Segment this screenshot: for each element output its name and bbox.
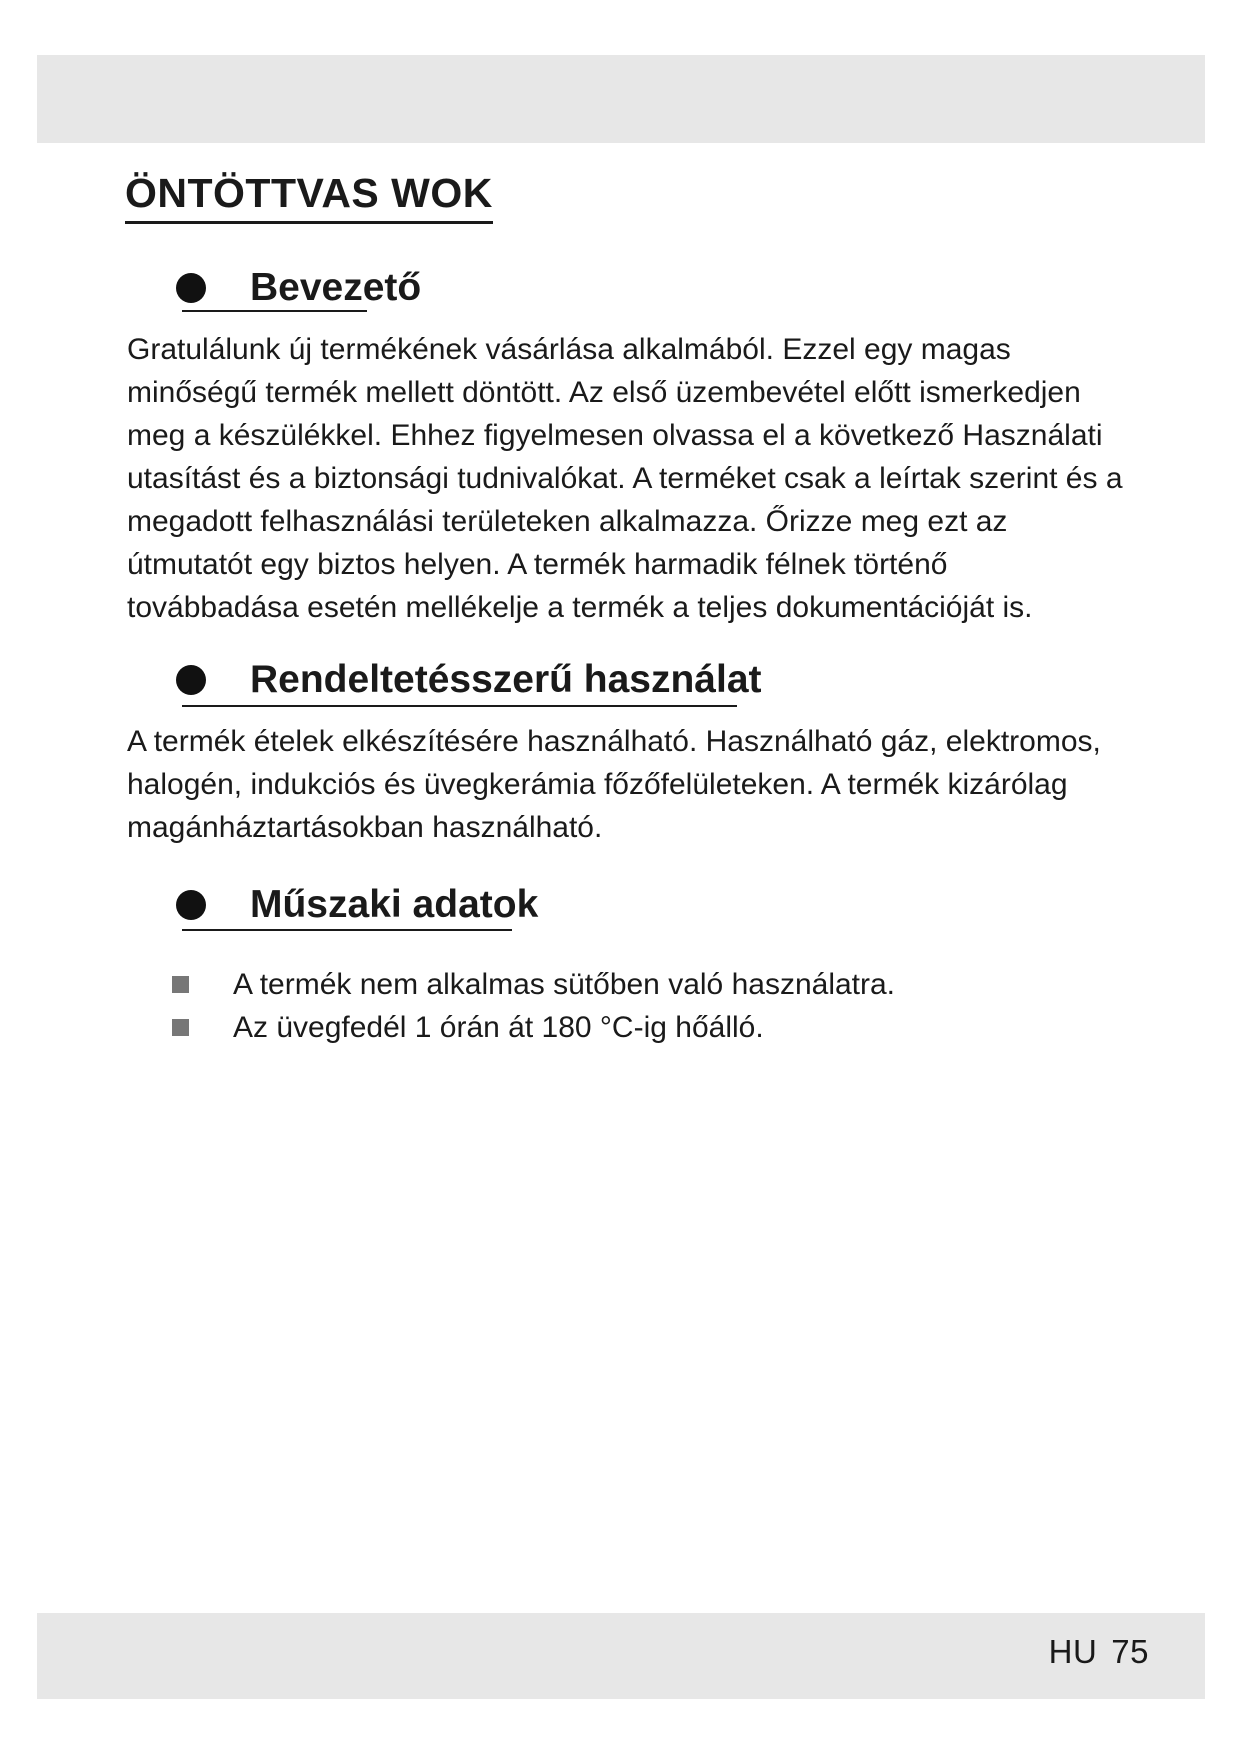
footer-band — [37, 1613, 1205, 1699]
page-number: 75 — [1111, 1633, 1149, 1670]
list-item-text: A termék nem alkalmas sütőben való használatra. — [233, 968, 896, 1001]
bullet-dot-icon — [176, 273, 206, 303]
list-item-text: Az üvegfedél 1 órán át 180 °C-ig hőálló. — [233, 1011, 764, 1044]
bullet-dot-icon — [176, 890, 206, 920]
introduction-paragraph: Gratulálunk új termékének vásárlása alkalmából. Ezzel egy magas minőségű termék mellett döntött. Az első üzembevétel előtt ismerkedjen meg a készülékkel. Ehhez figyelmesen olvassa el a következő Használati utasítást és a biztonsági tudnivalókat. A terméket csak a leírtak szerint és a megadott felhasználási területeken alkalmazza. Őrizze meg ezt az útmutatót egy biztos helyen. A termék harmadik félnek történő továbbadása esetén mellékelje a termék a teljes dokumentációját is. — [127, 333, 1123, 624]
section-heading-introduction — [176, 266, 421, 310]
bullet-dot-icon — [176, 665, 206, 695]
header-band — [37, 55, 1205, 143]
list-item — [172, 963, 895, 1006]
intended-use-paragraph: A termék ételek elkészítésére használható. Használható gáz, elektromos, halogén, indukciós és üvegkerámia főzőfelületeken. A termék kizárólag magánháztartásokban használható. — [127, 725, 1101, 844]
list-item — [172, 1006, 895, 1049]
page-footer — [1049, 1633, 1149, 1671]
technical-data-list — [172, 963, 895, 1049]
heading-underline — [182, 929, 512, 931]
square-bullet-icon — [172, 1019, 189, 1036]
page-title: ÖNTÖTTVAS WOK — [125, 170, 493, 224]
heading-underline — [182, 310, 367, 312]
section-heading-text: Műszaki adatok — [250, 883, 539, 926]
heading-underline — [182, 705, 737, 707]
section-heading-text: Bevezető — [250, 266, 422, 309]
section-heading-text: Rendeltetésszerű használat — [250, 658, 762, 701]
section-heading-technical-data — [176, 883, 538, 927]
language-code: HU — [1048, 1633, 1098, 1670]
square-bullet-icon — [172, 976, 189, 993]
section-heading-intended-use — [176, 658, 762, 702]
